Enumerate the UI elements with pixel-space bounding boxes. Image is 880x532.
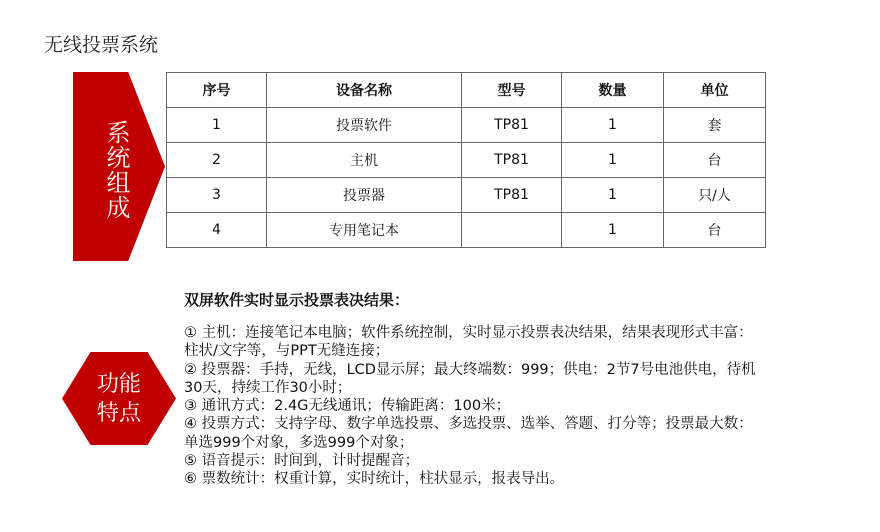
cell-model: TP81 (462, 178, 562, 213)
cell-model (462, 213, 562, 248)
header-quantity: 数量 (562, 73, 664, 108)
cell-unit: 套 (664, 108, 766, 143)
table-row (167, 108, 766, 143)
list-item: ① 主机：连接笔记本电脑；软件系统控制，实时显示投票表决结果，结果表现形式丰富：柱状/文字等，与PPT无缝连接； (184, 325, 753, 360)
cell-model: TP81 (462, 108, 562, 143)
header-index: 序号 (167, 73, 267, 108)
list-item: ③ 通讯方式：2.4G无线通讯；传输距离：100米； (184, 398, 511, 415)
cell-unit: 台 (664, 143, 766, 178)
cell-device-name: 主机 (267, 143, 462, 178)
table-row (167, 213, 766, 248)
table-row (167, 143, 766, 178)
cell-device-name: 专用笔记本 (267, 213, 462, 248)
page-title: 无线投票系统 (44, 34, 159, 56)
cell-model: TP81 (462, 143, 562, 178)
cell-quantity: 1 (562, 143, 664, 178)
table-row (167, 178, 766, 213)
cell-index: 3 (167, 178, 267, 213)
features-label-line: 功能 (96, 372, 141, 397)
cell-quantity: 1 (562, 108, 664, 143)
cell-unit: 台 (664, 213, 766, 248)
cell-index: 1 (167, 108, 267, 143)
features-list (184, 324, 764, 489)
header-unit: 单位 (664, 73, 766, 108)
list-item: ⑤ 语音提示：时间到，计时提醒音； (184, 453, 420, 470)
features-label (62, 370, 176, 428)
cell-quantity: 1 (562, 178, 664, 213)
cell-quantity: 1 (562, 213, 664, 248)
list-item: ⑥ 票数统计：权重计算，实时统计，柱状显示，报表导出。 (184, 471, 565, 488)
features-label-line: 特点 (96, 401, 141, 426)
features-heading: 双屏软件实时显示投票表决结果： (184, 291, 410, 309)
header-model: 型号 (462, 73, 562, 108)
header-device-name: 设备名称 (267, 73, 462, 108)
cell-device-name: 投票软件 (267, 108, 462, 143)
table-header-row (167, 73, 766, 108)
system-label: 系统组成 (102, 120, 130, 220)
list-item: ② 投票器：手持，无线，LCD显示屏；最大终端数：999；供电：2节7号电池供电，待机30天，持续工作30小时； (184, 361, 756, 396)
cell-index: 2 (167, 143, 267, 178)
cell-unit: 只/人 (664, 178, 766, 213)
list-item: ④ 投票方式：支持字母、数字单选投票、多选投票、选举、答题、打分等；投票最大数：单选999个对象，多选999个对象； (184, 416, 753, 451)
cell-index: 4 (167, 213, 267, 248)
cell-device-name: 投票器 (267, 178, 462, 213)
equipment-table (166, 72, 766, 248)
